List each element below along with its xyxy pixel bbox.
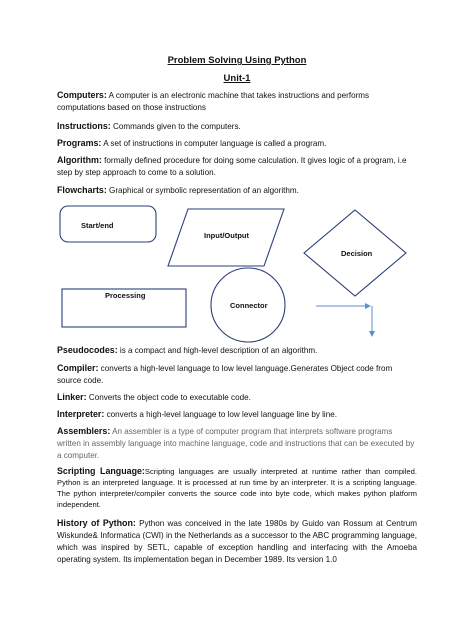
def-term: Flowcharts: (57, 185, 107, 195)
def-assemblers (57, 425, 417, 462)
def-text: is a compact and high-level description of an algorithm. (117, 346, 318, 355)
def-algorithm (57, 154, 417, 179)
processing-shape (62, 289, 186, 327)
def-term: Assemblers: (57, 426, 111, 436)
def-text: A computer is an electronic machine that takes instructions and performs computations based on those instructions (57, 91, 370, 112)
def-term: Programs: (57, 138, 102, 148)
input-output-label: Input/Output (204, 231, 249, 240)
connector-shape (211, 268, 285, 342)
connector-label: Connector (230, 301, 268, 310)
def-text: Graphical or symbolic representation of an algorithm. (106, 186, 299, 195)
def-term: Instructions: (57, 121, 111, 131)
def-term: Algorithm: (57, 155, 102, 165)
def-pseudocodes (57, 344, 417, 357)
def-text: converts a high-level language to low level language.Generates Object code from source code. (57, 364, 393, 385)
flow-arrows (316, 306, 372, 334)
def-scripting-language (57, 466, 417, 510)
def-text: Python was conceived in the late 1980s by Guido van Rossum at Centrum Wiskunde& Informatica (CWI) in the Netherlands as a successor to the ABC programming language, which was inspired by SETL, capable of exception handling and interfacing with the Amoeba operating system. Its implementation began in December 1989. Its version 1.0 (57, 519, 418, 564)
def-term: Interpreter: (57, 409, 105, 419)
input-output-shape (168, 209, 284, 266)
start-end-shape (60, 206, 156, 242)
def-text: Converts the object code to executable code. (86, 393, 251, 402)
unit-heading: Unit-1 (223, 73, 251, 84)
def-term: Linker: (57, 392, 87, 402)
def-term: Compiler: (57, 363, 99, 373)
def-compiler (57, 362, 417, 387)
def-history-of-python (57, 517, 417, 566)
def-instructions (57, 120, 417, 133)
def-text: Scripting languages are usually interpreted at runtime rather than compiled. Python is an interpreted language. It is processed at run time by an interpreter. It is a scripting language. The python interpreter/compiler converts the source code into byte code, which makes python platform independent. (57, 467, 417, 509)
def-term: Computers: (57, 90, 107, 100)
def-term: Scripting Language: (57, 466, 145, 476)
def-interpreter (57, 408, 417, 421)
decision-shape (304, 210, 406, 296)
processing-label: Processing (105, 291, 146, 300)
decision-label: Decision (341, 249, 373, 258)
def-text: Commands given to the computers. (110, 122, 241, 131)
def-computers (57, 89, 417, 114)
def-text: converts a high-level language to low level language line by line. (104, 410, 337, 419)
document-title: Problem Solving Using Python (167, 55, 307, 66)
def-text: formally defined procedure for doing some calculation. It gives logic of a program, i.e step by step approach to come to a solution. (57, 156, 407, 177)
def-linker (57, 391, 417, 404)
def-term: Pseudocodes: (57, 345, 118, 355)
start-end-label: Start/end (81, 221, 114, 230)
def-text: A set of instructions in computer language is called a program. (101, 139, 327, 148)
def-text: An assembler is a type of computer program that interprets software programs written in assembly language into machine language, code and instructions that can be executed by a computer. (57, 427, 415, 460)
def-flowcharts (57, 184, 417, 197)
def-programs (57, 137, 417, 150)
def-term: History of Python: (57, 518, 136, 528)
